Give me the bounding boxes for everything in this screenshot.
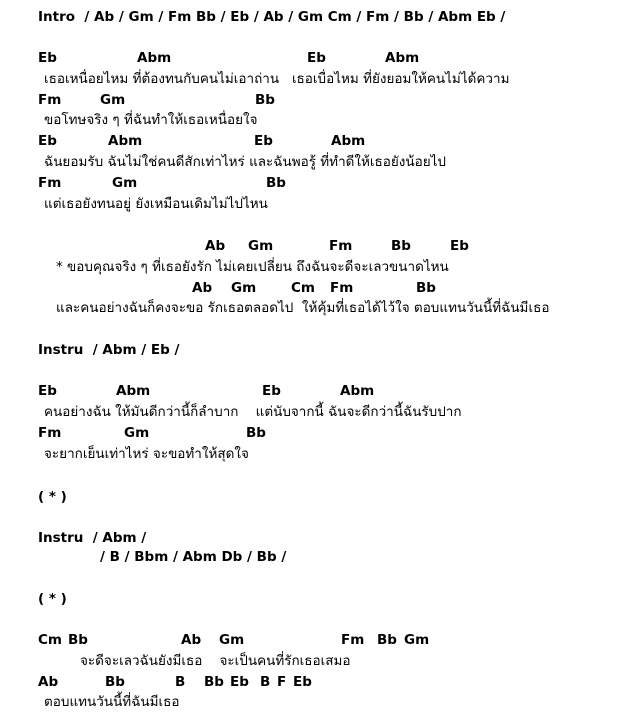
chord: Eb <box>38 133 57 149</box>
chord: Abm <box>108 133 143 149</box>
lyric-line: เธอเหนื่อยไหม ที่ต้องทนกับคนไม่เอาถ่าน เธอเบื่อไหม ที่ยังยอมให้คนไม่ได้ความ <box>44 71 510 87</box>
intro-line: Intro / Ab / Gm / Fm Bb / Eb / Ab / Gm Cm / Fm / Bb / Abm Eb / <box>38 9 506 25</box>
chord: Eb <box>230 674 249 690</box>
lyric-line: ตอบแทนวันนี้ที่ฉันมีเธอ <box>44 694 180 710</box>
chord: Cm <box>38 632 62 648</box>
chord: Bb <box>377 632 397 648</box>
chord: Abm <box>137 50 172 66</box>
lyric-line: ฉันยอมรับ ฉันไม่ใช่คนดีสักเท่าไหร่ และฉันพอรู้ ที่ทำดีให้เธอยังน้อยไป <box>44 154 446 170</box>
chord: Bb <box>255 92 275 108</box>
instrumental-line: Instru / Abm / Eb / <box>38 342 180 358</box>
chord: Bb <box>391 238 411 254</box>
chord: Gm <box>219 632 245 648</box>
chord: Eb <box>254 133 273 149</box>
chord: Fm <box>329 238 353 254</box>
chord: Gm <box>124 425 150 441</box>
chord: Eb <box>38 383 57 399</box>
chord: Ab <box>192 280 213 296</box>
chord: Gm <box>231 280 257 296</box>
chord: Eb <box>38 50 57 66</box>
chord: Eb <box>293 674 312 690</box>
chord: Eb <box>450 238 469 254</box>
chord: F <box>277 674 287 690</box>
chord: Gm <box>404 632 430 648</box>
lyric-line: คนอย่างฉัน ให้มันดีกว่านี้ก็ลำบาก แต่นับจากนี้ ฉันจะดีกว่านี้ฉันรับปาก <box>44 404 462 420</box>
chord: Fm <box>341 632 365 648</box>
lyric-line: แต่เธอยังทนอยู่ ยังเหมือนเดิมไม่ไปไหน <box>44 196 268 212</box>
chord: Abm <box>331 133 366 149</box>
chorus-repeat-marker: ( * ) <box>38 489 67 505</box>
chord: Abm <box>340 383 375 399</box>
chord: Fm <box>38 175 62 191</box>
chord: Ab <box>181 632 202 648</box>
chord: B <box>175 674 186 690</box>
lyric-line: จะดีจะเลวฉันยังมีเธอ จะเป็นคนที่รักเธอเสมอ <box>80 653 351 669</box>
chord: Bb <box>204 674 224 690</box>
lyric-line: และคนอย่างฉันก็คงจะขอ รักเธอตลอดไป ให้คุ้มที่เธอได้ไว้ใจ ตอบแทนวันนี้ที่ฉันมีเธอ <box>56 300 550 316</box>
chord: Cm <box>291 280 315 296</box>
chord: Ab <box>38 674 59 690</box>
chord: Bb <box>416 280 436 296</box>
chord: Bb <box>105 674 125 690</box>
chorus-repeat-marker: ( * ) <box>38 591 67 607</box>
chord: Gm <box>100 92 126 108</box>
chord: B <box>260 674 271 690</box>
instrumental-line: Instru / Abm / <box>38 530 147 546</box>
chord: Fm <box>38 425 62 441</box>
chord: Fm <box>38 92 62 108</box>
chord: Ab <box>205 238 226 254</box>
lyric-line: จะยากเย็นเท่าไหร่ จะขอทำให้สุดใจ <box>44 446 249 462</box>
chord: Abm <box>116 383 151 399</box>
lyric-line: ขอโทษจริง ๆ ที่ฉันทำให้เธอเหนื่อยใจ <box>44 112 258 128</box>
chord: Bb <box>266 175 286 191</box>
chord: Gm <box>112 175 138 191</box>
chord: Bb <box>68 632 88 648</box>
chord: Abm <box>385 50 420 66</box>
lyric-line: * ขอบคุณจริง ๆ ที่เธอยังรัก ไม่เคยเปลี่ยน ถึงฉันจะดีจะเลวขนาดไหน <box>56 259 449 275</box>
chord: Fm <box>330 280 354 296</box>
chord: Bb <box>246 425 266 441</box>
chord: Gm <box>248 238 274 254</box>
chord: Eb <box>262 383 281 399</box>
instrumental-line: / B / Bbm / Abm Db / Bb / <box>100 549 287 565</box>
chord: Eb <box>307 50 326 66</box>
